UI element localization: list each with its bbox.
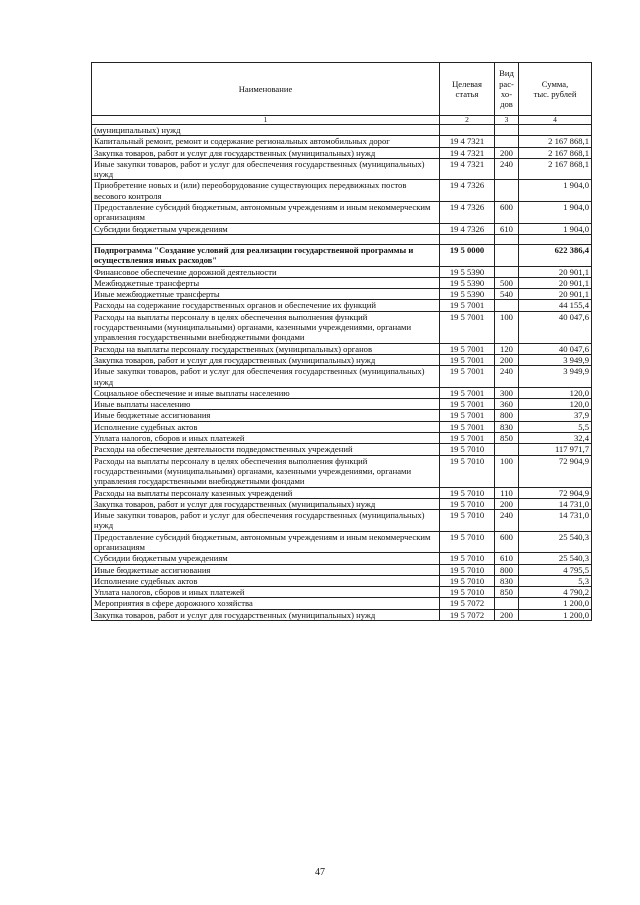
row-name: Расходы на выплаты персоналу в целях обеспечения выполнения функций государственными (муниципальными) органами, казенными учреждениями, органами управления государственными внебюджетными фондами [92,455,440,487]
row-type: 300 [495,387,519,398]
row-code: 19 5 7001 [440,300,495,311]
row-type: 120 [495,343,519,354]
table-row [92,598,592,609]
row-name: Социальное обеспечение и иные выплаты населению [92,387,440,398]
row-name: Расходы на выплаты персоналу государственных (муниципальных) органов [92,343,440,354]
row-type: 200 [495,354,519,365]
row-name: Иные закупки товаров, работ и услуг для обеспечения государственных (муниципальных) нужд [92,158,440,180]
row-code: 19 5 7010 [440,455,495,487]
row-code: 19 5 7001 [440,387,495,398]
row-sum: 2 167 868,1 [519,158,592,180]
row-code: 19 5 7010 [440,564,495,575]
row-type [495,300,519,311]
row-type: 850 [495,587,519,598]
row-sum: 4 790,2 [519,587,592,598]
row-type: 850 [495,433,519,444]
table-row [92,444,592,455]
row-name: Предоставление субсидий бюджетным, автономным учреждениям и иным некоммерческим организациям [92,531,440,553]
column-index: 2 [440,116,495,125]
row-type [495,136,519,147]
row-sum: 40 047,6 [519,343,592,354]
row-sum: 120,0 [519,399,592,410]
row-type: 110 [495,487,519,498]
table-row [92,343,592,354]
table-row [92,387,592,398]
row-type: 600 [495,531,519,553]
row-sum: 32,4 [519,433,592,444]
row-type [495,598,519,609]
column-index: 3 [495,116,519,125]
row-type: 830 [495,421,519,432]
row-code: 19 4 7321 [440,147,495,158]
row-type [495,125,519,136]
row-type [495,180,519,202]
row-type: 100 [495,311,519,343]
row-type: 200 [495,498,519,509]
row-sum: 20 901,1 [519,277,592,288]
row-name: Иные выплаты населению [92,399,440,410]
row-name: Уплата налогов, сборов и иных платежей [92,587,440,598]
table-row [92,366,592,388]
row-name: Расходы на выплаты персоналу в целях обеспечения выполнения функций государственными (муниципальными) органами, казенными учреждениями, органами управления государственными внебюджетными фондами [92,311,440,343]
row-code: 19 5 7001 [440,366,495,388]
row-code: 19 5 7001 [440,433,495,444]
table-row [92,421,592,432]
row-type: 200 [495,147,519,158]
row-sum: 25 540,3 [519,553,592,564]
row-sum: 1 904,0 [519,202,592,224]
table-row [92,147,592,158]
table-row [92,510,592,532]
row-code: 19 5 0000 [440,244,495,266]
row-name: Расходы на обеспечение деятельности подведомственных учреждений [92,444,440,455]
row-type: 830 [495,575,519,586]
row-code: 19 5 5390 [440,289,495,300]
row-sum: 20 901,1 [519,266,592,277]
table-row [92,575,592,586]
row-sum: 72 904,9 [519,487,592,498]
row-code: 19 5 7010 [440,575,495,586]
row-sum: 5,5 [519,421,592,432]
table-row [92,487,592,498]
row-code: 19 4 7321 [440,136,495,147]
row-type: 800 [495,410,519,421]
table-row [92,410,592,421]
row-type: 610 [495,223,519,234]
row-type: 240 [495,158,519,180]
header-sum-line: Сумма, [541,78,569,89]
row-code: 19 5 7010 [440,587,495,598]
row-code: 19 5 5390 [440,266,495,277]
row-sum: 14 731,0 [519,510,592,532]
row-name: Предоставление субсидий бюджетным, автономным учреждениям и иным некоммерческим организациям [92,202,440,224]
header-type-line: рас- [499,78,514,89]
row-name: Исполнение судебных актов [92,421,440,432]
row-sum: 20 901,1 [519,289,592,300]
row-code: 19 5 7010 [440,444,495,455]
table-row [92,455,592,487]
row-sum: 2 167 868,1 [519,136,592,147]
row-sum: 3 949,9 [519,354,592,365]
row-type: 600 [495,202,519,224]
row-code: 19 5 7072 [440,609,495,620]
row-type: 360 [495,399,519,410]
row-name: Иные закупки товаров, работ и услуг для обеспечения государственных (муниципальных) нужд [92,366,440,388]
table-row [92,587,592,598]
row-sum [519,125,592,136]
row-name: Закупка товаров, работ и услуг для государственных (муниципальных) нужд [92,354,440,365]
row-name: Уплата налогов, сборов и иных платежей [92,433,440,444]
row-name [92,234,440,244]
row-type: 240 [495,510,519,532]
row-sum: 37,9 [519,410,592,421]
row-code: 19 5 7010 [440,498,495,509]
row-type: 610 [495,553,519,564]
row-type [495,266,519,277]
budget-table [91,62,592,621]
row-sum [519,234,592,244]
row-type [495,234,519,244]
document-page [91,62,591,621]
table-row [92,609,592,620]
row-name: Иные закупки товаров, работ и услуг для обеспечения государственных (муниципальных) нужд [92,510,440,532]
row-code: 19 5 7010 [440,553,495,564]
table-row [92,277,592,288]
row-name: Иные бюджетные ассигнования [92,410,440,421]
header-type-line: хо- [500,89,513,99]
row-code: 19 5 7001 [440,343,495,354]
table-row [92,125,592,136]
row-sum: 5,3 [519,575,592,586]
header-type-line: Вид [499,68,514,79]
row-name: Расходы на содержание государственных органов и обеспечение их функций [92,300,440,311]
row-code: 19 5 7001 [440,311,495,343]
row-code [440,234,495,244]
table-row [92,433,592,444]
row-name: Подпрограмма "Создание условий для реализации государственной программы и осуществления иных расходов" [92,244,440,266]
row-sum: 117 971,7 [519,444,592,455]
row-name: Закупка товаров, работ и услуг для государственных (муниципальных) нужд [92,609,440,620]
row-type: 540 [495,289,519,300]
table-row [92,180,592,202]
table-row [92,289,592,300]
row-code: 19 4 7326 [440,223,495,234]
table-row [92,266,592,277]
row-name: Субсидии бюджетным учреждениям [92,553,440,564]
table-row [92,564,592,575]
row-code: 19 4 7326 [440,202,495,224]
header-sum-line: тыс. рублей [533,89,577,99]
row-sum: 1 200,0 [519,609,592,620]
table-row [92,244,592,266]
row-name: Закупка товаров, работ и услуг для государственных (муниципальных) нужд [92,498,440,509]
row-code: 19 5 7010 [440,531,495,553]
row-sum: 14 731,0 [519,498,592,509]
row-sum: 4 795,5 [519,564,592,575]
row-name: (муниципальных) нужд [92,125,440,136]
row-code: 19 5 7001 [440,354,495,365]
row-sum: 622 386,4 [519,244,592,266]
row-name: Мероприятия в сфере дорожного хозяйства [92,598,440,609]
header-code: Целевая статья [440,63,495,116]
row-name: Приобретение новых и (или) переоборудование существующих передвижных постов весового контроля [92,180,440,202]
row-name: Субсидии бюджетным учреждениям [92,223,440,234]
table-row [92,553,592,564]
row-type: 200 [495,609,519,620]
row-type: 500 [495,277,519,288]
table-row [92,136,592,147]
table-row [92,399,592,410]
row-code [440,125,495,136]
table-header-row [92,63,592,116]
row-sum: 44 155,4 [519,300,592,311]
table-row [92,498,592,509]
header-type [495,63,519,116]
row-type: 100 [495,455,519,487]
row-name: Расходы на выплаты персоналу казенных учреждений [92,487,440,498]
row-sum: 1 200,0 [519,598,592,609]
column-index-row [92,116,592,125]
column-index: 1 [92,116,440,125]
page-number: 47 [315,867,325,878]
row-name: Межбюджетные трансферты [92,277,440,288]
table-row [92,234,592,244]
row-code: 19 4 7326 [440,180,495,202]
row-sum: 1 904,0 [519,223,592,234]
row-name: Закупка товаров, работ и услуг для государственных (муниципальных) нужд [92,147,440,158]
table-row [92,223,592,234]
row-code: 19 5 5390 [440,277,495,288]
row-type: 800 [495,564,519,575]
table-row [92,354,592,365]
header-type-line: дов [500,99,513,110]
row-name: Финансовое обеспечение дорожной деятельности [92,266,440,277]
header-sum [519,63,592,116]
header-name: Наименование [92,63,440,116]
row-type [495,244,519,266]
row-name: Исполнение судебных актов [92,575,440,586]
row-sum: 3 949,9 [519,366,592,388]
row-type: 240 [495,366,519,388]
row-type [495,444,519,455]
column-index: 4 [519,116,592,125]
table-row [92,300,592,311]
row-sum: 40 047,6 [519,311,592,343]
row-sum: 2 167 868,1 [519,147,592,158]
table-row [92,311,592,343]
row-sum: 25 540,3 [519,531,592,553]
row-sum: 1 904,0 [519,180,592,202]
row-sum: 120,0 [519,387,592,398]
table-row [92,202,592,224]
row-code: 19 5 7010 [440,510,495,532]
row-code: 19 4 7321 [440,158,495,180]
row-name: Иные бюджетные ассигнования [92,564,440,575]
table-body [92,125,592,621]
table-row [92,531,592,553]
row-sum: 72 904,9 [519,455,592,487]
row-code: 19 5 7072 [440,598,495,609]
row-code: 19 5 7001 [440,421,495,432]
table-row [92,158,592,180]
row-name: Капитальный ремонт, ремонт и содержание региональных автомобильных дорог [92,136,440,147]
row-code: 19 5 7001 [440,410,495,421]
row-code: 19 5 7010 [440,487,495,498]
row-name: Иные межбюджетные трансферты [92,289,440,300]
row-code: 19 5 7001 [440,399,495,410]
